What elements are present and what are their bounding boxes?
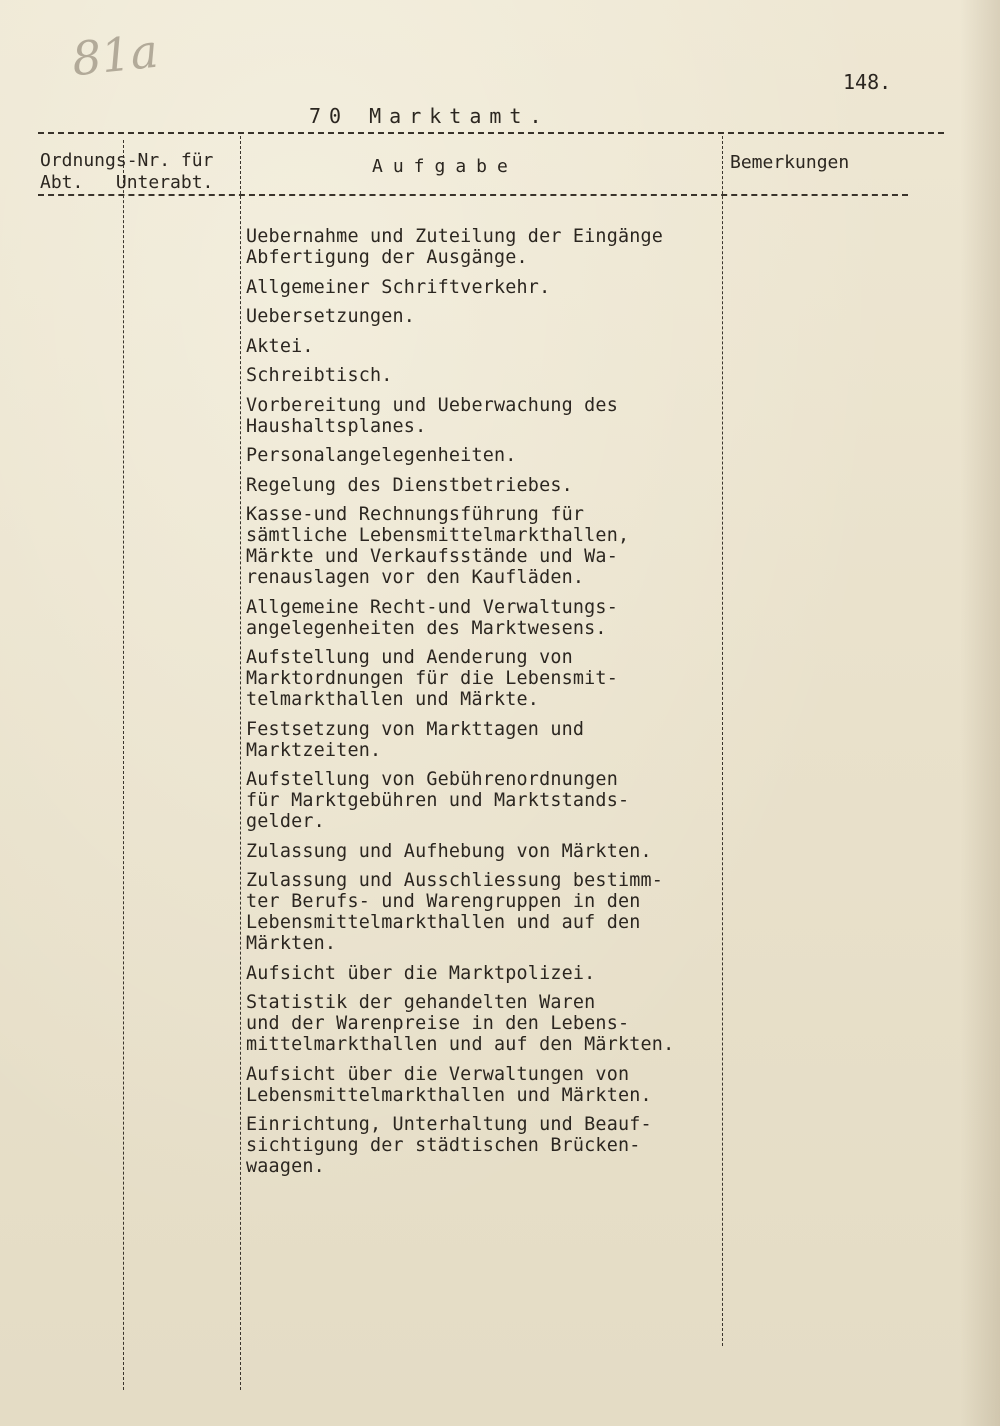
header-aufgabe: Aufgabe [372, 156, 518, 177]
column-divider-unterabt [240, 136, 241, 1390]
page-number: 148. [843, 70, 892, 94]
column-divider-abt [123, 140, 124, 1390]
task-entry: Regelung des Dienstbetriebes. [246, 474, 573, 496]
task-entry: Einrichtung, Unterhaltung und Beauf- sichtigung der städtischen Brücken- waagen. [246, 1114, 652, 1177]
task-entry: Aufsicht über die Marktpolizei. [246, 962, 596, 984]
task-entry: Aktei. [246, 335, 314, 357]
task-entry: Kasse-und Rechnungsführung für sämtliche Lebensmittelmarkthallen, Märkte und Verkaufsstände und Wa- renauslagen vor den Kaufläden. [246, 504, 630, 588]
archive-mark: 81a [69, 23, 161, 87]
task-entry: Statistik der gehandelten Waren und der Warenpreise in den Lebens- mittelmarkthallen und auf den Märkten. [246, 992, 675, 1055]
task-entry: Allgemeine Recht-und Verwaltungs- angelegenheiten des Marktwesens. [246, 596, 618, 639]
task-entry: Aufsicht über die Verwaltungen von Lebensmittelmarkthallen und Märkten. [246, 1063, 652, 1106]
task-entry: Aufstellung und Aenderung von Marktordnungen für die Lebensmit- telmarkthallen und Märkte. [246, 647, 618, 710]
table-top-rule [38, 132, 944, 134]
task-entry: Allgemeiner Schriftverkehr. [246, 276, 551, 298]
task-entry: Uebersetzungen. [246, 306, 416, 327]
task-entry: Uebernahme und Zuteilung der Eingänge Abfertigung der Ausgänge. [246, 226, 664, 268]
task-entry: Zulassung und Ausschliessung bestimm- ter Berufs- und Warengruppen in den Lebensmittelmarkthallen und auf den Märkten. [246, 870, 664, 954]
task-entry: Vorbereitung und Ueberwachung des Haushaltsplanes. [246, 394, 618, 437]
task-entry: Schreibtisch. [246, 365, 393, 386]
task-entry: Aufstellung von Gebührenordnungen für Marktgebühren und Marktstands- gelder. [246, 769, 630, 832]
task-entry: Personalangelegenheiten. [246, 445, 517, 466]
page-edge-shadow [960, 0, 1000, 1426]
task-list [246, 226, 726, 1186]
page-title: 70 Marktamt. [309, 104, 550, 128]
table-header-rule [38, 194, 908, 196]
task-entry: Zulassung und Aufhebung von Märkten. [246, 840, 652, 862]
header-ordnungs-nr: Ordnungs-Nr. für Abt. Unterabt. [40, 150, 214, 193]
header-bemerkungen: Bemerkungen [730, 152, 850, 173]
task-entry: Festsetzung von Markttagen und Marktzeiten. [246, 718, 585, 761]
